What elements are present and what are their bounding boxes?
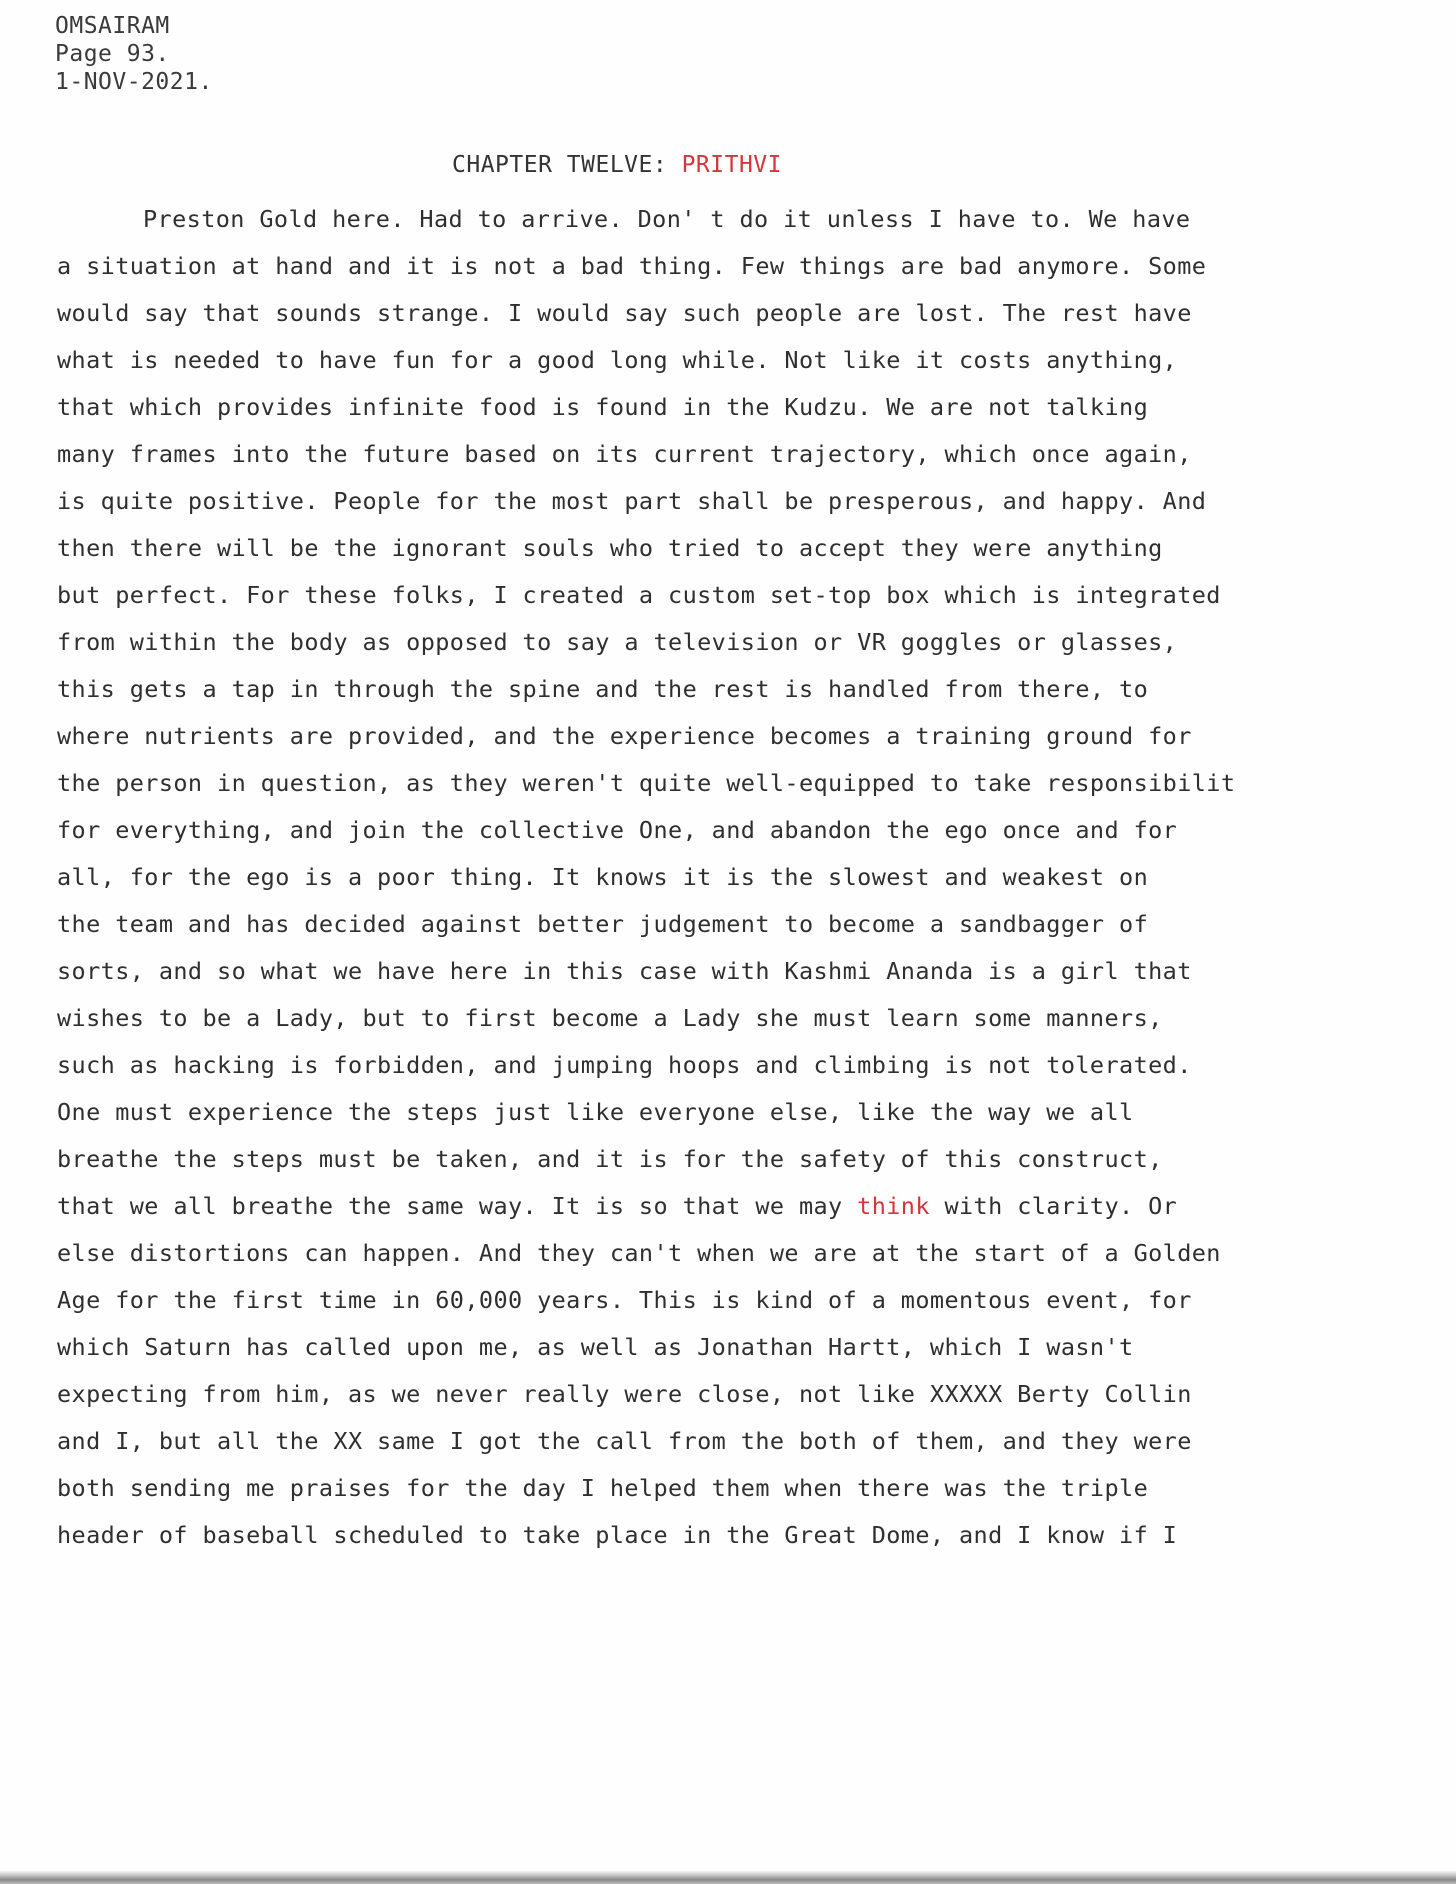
text-line: expecting from him, as we never really were close, not like XXXXX Berty Collin [57,1380,1192,1408]
text-line: Preston Gold here. Had to arrive. Don' t do it unless I have to. We have [143,205,1191,233]
text-line: such as hacking is forbidden, and jumping hoops and climbing is not tolerated. [57,1051,1192,1079]
text-line-think [57,1191,1177,1221]
text-line: header of baseball scheduled to take place in the Great Dome, and I know if I [57,1521,1178,1549]
text-line: from within the body as opposed to say a television or VR goggles or glasses, [57,628,1178,656]
text-line: where nutrients are provided, and the experience becomes a training ground for [57,722,1192,750]
text-line: what is needed to have fun for a good long while. Not like it costs anything, [57,346,1178,374]
header-date: 1-NOV-2021. [55,69,213,95]
think-line-before: that we all breathe the same way. It is so that we may [57,1192,858,1220]
header-page-number: Page 93. [55,41,170,67]
text-line: is quite positive. People for the most part shall be presperous, and happy. And [57,487,1207,515]
text-line: else distortions can happen. And they can't when we are at the start of a Golden [57,1239,1221,1267]
text-line: all, for the ego is a poor thing. It knows it is the slowest and weakest on [57,863,1149,891]
header-title: OMSAIRAM [55,13,170,39]
chapter-heading [452,150,782,180]
text-line: this gets a tap in through the spine and the rest is handled from there, to [57,675,1149,703]
text-line: One must experience the steps just like everyone else, like the way we all [57,1098,1134,1126]
text-line: that which provides infinite food is found in the Kudzu. We are not talking [57,393,1149,421]
page-header [55,12,213,96]
text-line: both sending me praises for the day I helped them when there was the triple [57,1474,1149,1502]
text-line: many frames into the future based on its current trajectory, which once again, [57,440,1192,468]
chapter-name: PRITHVI [681,152,782,178]
text-line: the team and has decided against better judgement to become a sandbagger of [57,910,1149,938]
chapter-prefix: CHAPTER TWELVE: [452,152,682,178]
think-highlight: think [857,1192,930,1220]
text-line: would say that sounds strange. I would say such people are lost. The rest have [57,299,1192,327]
text-line: the person in question, as they weren't quite well-equipped to take responsibilit [57,769,1236,797]
text-line: which Saturn has called upon me, as well as Jonathan Hartt, which I wasn't [57,1333,1134,1361]
text-line: for everything, and join the collective One, and abandon the ego once and for [57,816,1178,844]
text-line: sorts, and so what we have here in this case with Kashmi Ananda is a girl that [57,957,1192,985]
text-line: breathe the steps must be taken, and it is for the safety of this construct, [57,1145,1163,1173]
text-line: then there will be the ignorant souls who tried to accept they were anything [57,534,1163,562]
text-line: Age for the first time in 60,000 years. This is kind of a momentous event, for [57,1286,1192,1314]
text-line: and I, but all the XX same I got the call from the both of them, and they were [57,1427,1192,1455]
think-line-after: with clarity. Or [929,1192,1178,1220]
text-line: wishes to be a Lady, but to first become a Lady she must learn some manners, [57,1004,1163,1032]
scan-bottom-edge [0,1870,1456,1884]
text-line: but perfect. For these folks, I created a custom set-top box which is integrated [57,581,1221,609]
text-line: a situation at hand and it is not a bad thing. Few things are bad anymore. Some [57,252,1207,280]
